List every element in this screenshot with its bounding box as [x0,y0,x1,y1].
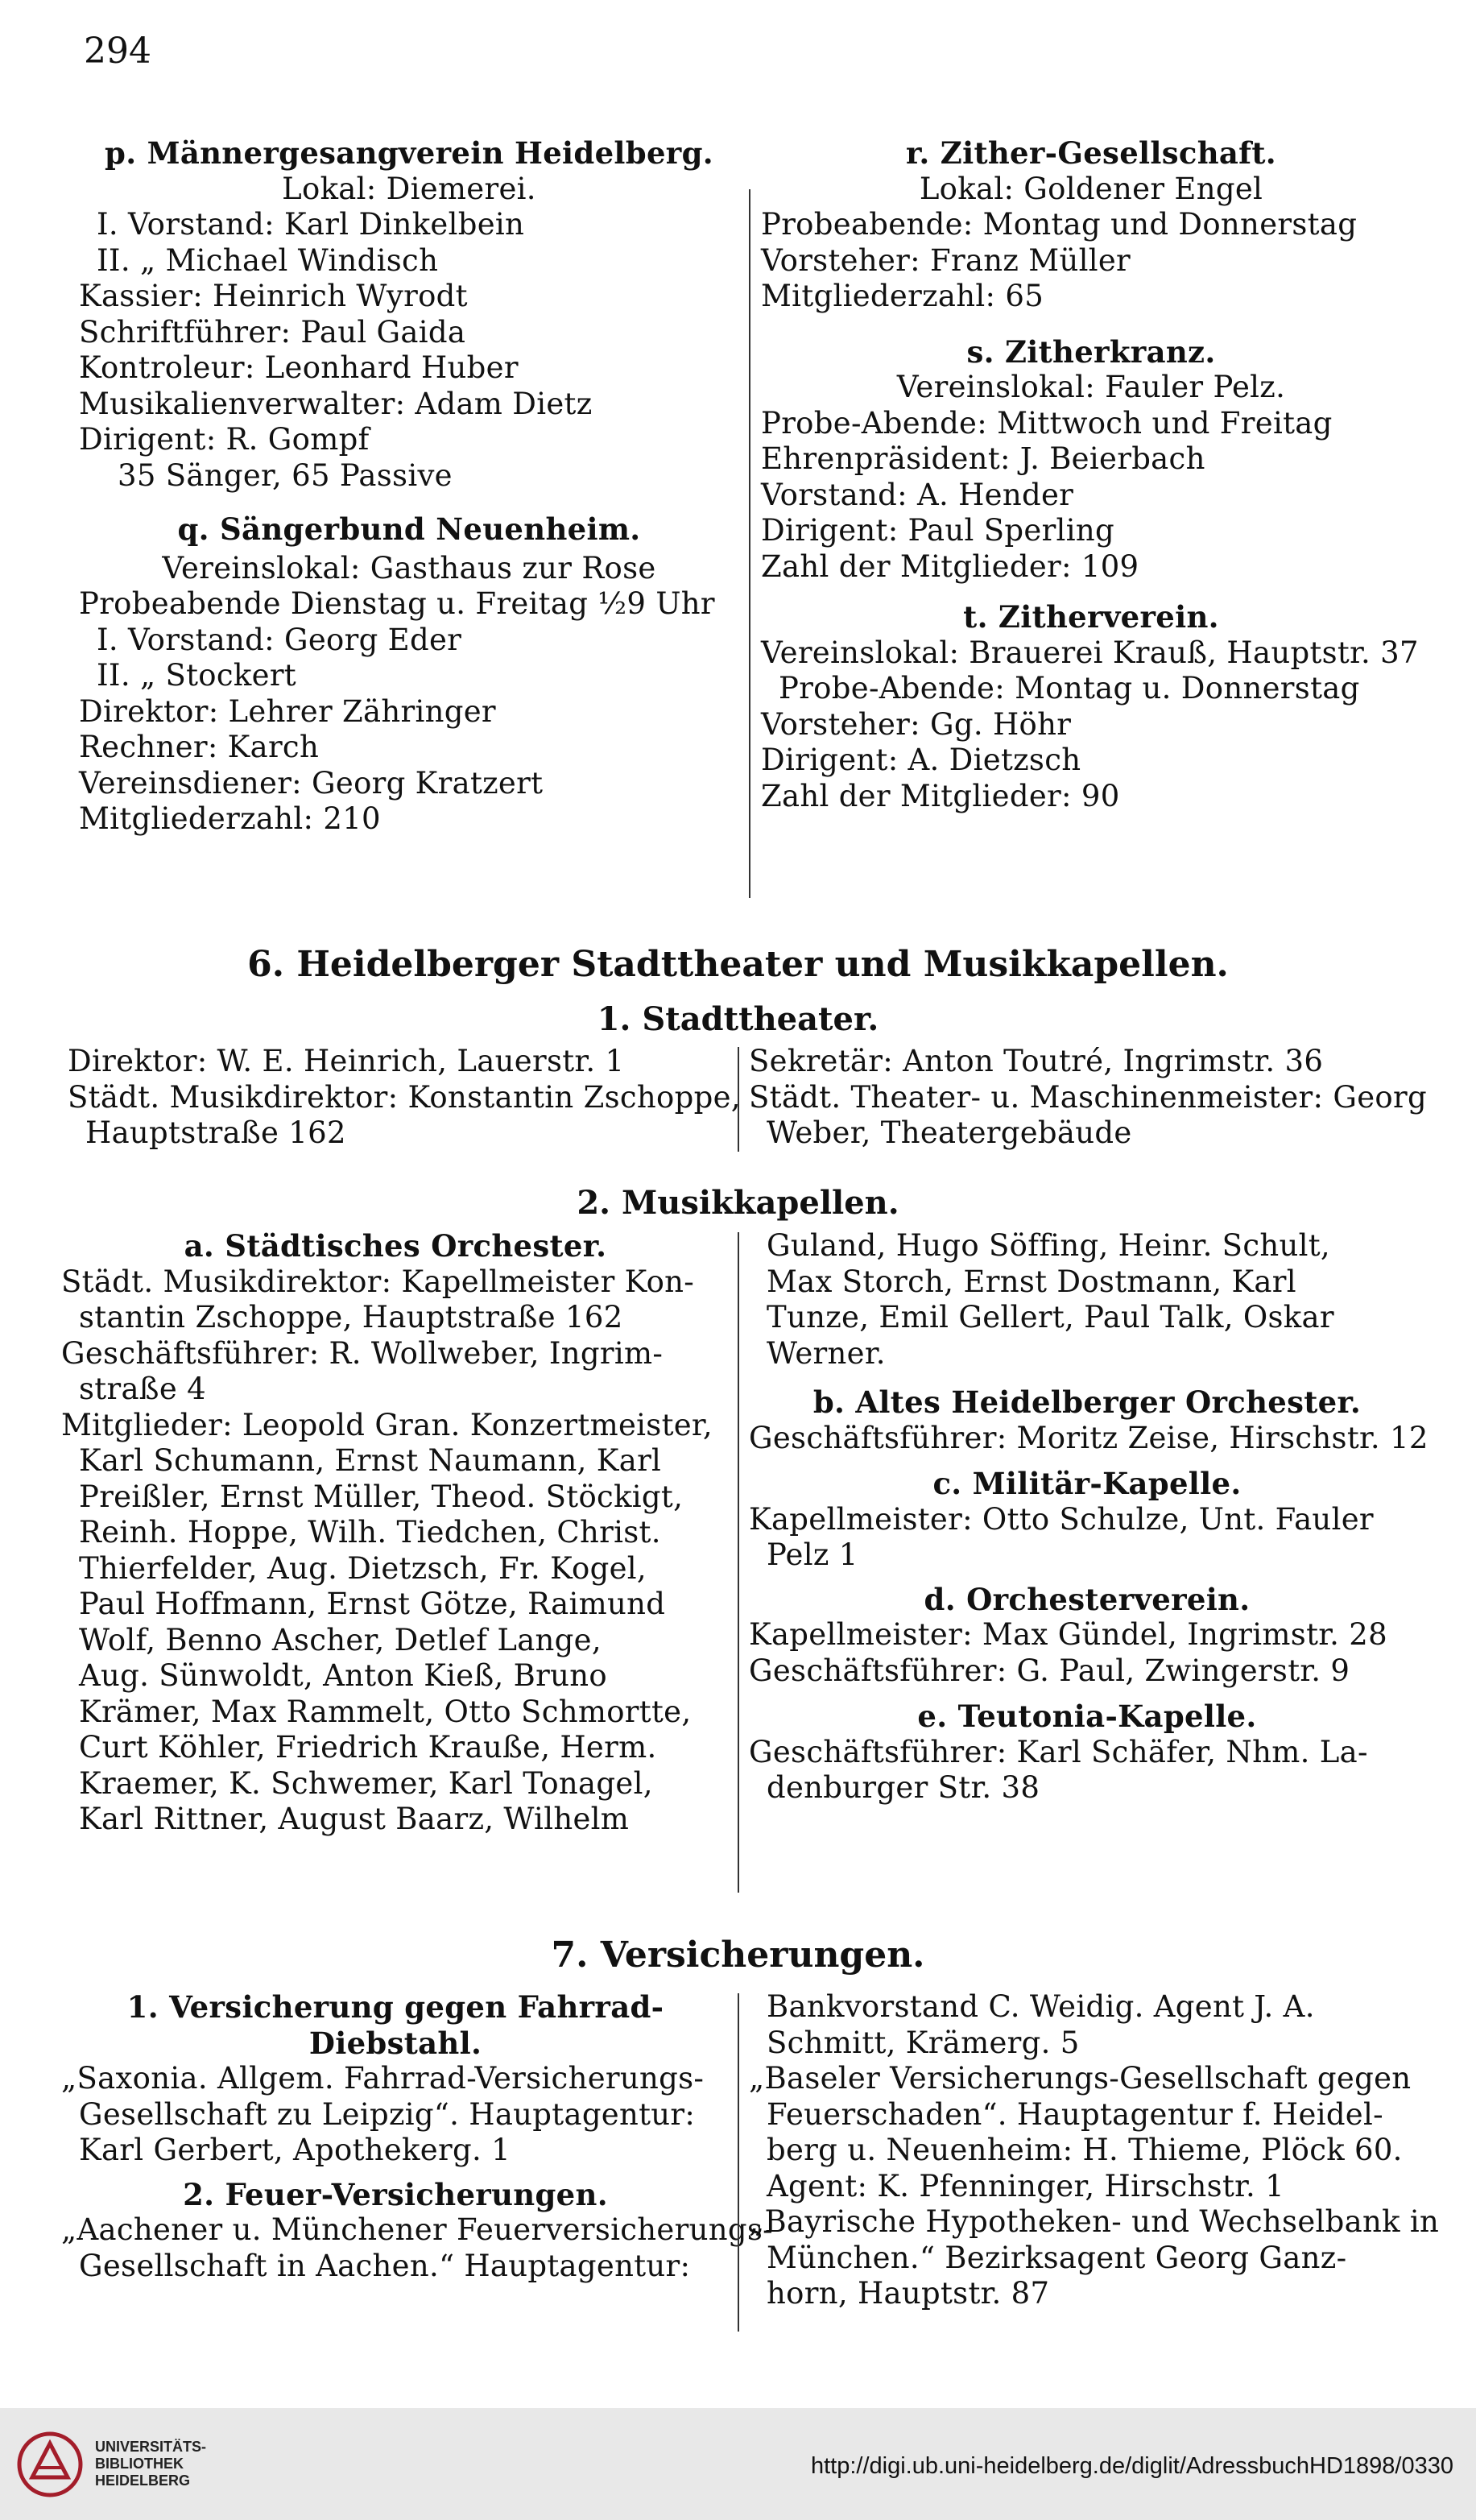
text-line: Krämer, Max Rammelt, Otto Schmortte, [79,1694,692,1729]
logo-line: HEIDELBERG [95,2472,191,2489]
section-7-title: 7. Versicherungen. [551,1934,925,1976]
text-line: Thierfelder, Aug. Dietzsch, Fr. Kogel, [79,1550,647,1586]
text-line: Feuerschaden“. Hauptagentur f. Heidel- [767,2096,1383,2132]
text-line: Pelz 1 [767,1537,858,1572]
subsection-stadttheater: 1. Stadttheater. [597,1000,879,1038]
text-line: Weber, Theatergebäude [767,1115,1132,1150]
text-line: Tunze, Emil Gellert, Paul Talk, Oskar [767,1300,1334,1334]
entry-heading: e. Teutonia-Kapelle. [917,1699,1257,1734]
text-line: Vereinsdiener: Georg Kratzert [79,765,544,801]
text-line: Preißler, Ernst Müller, Theod. Stöckigt, [79,1479,684,1514]
source-url-link[interactable]: http://digi.ub.uni-heidelberg.de/diglit/AdressbuchHD1898/0330 [810,2453,1453,2479]
text-line: Vereinslokal: Gasthaus zur Rose [162,550,656,586]
page-number: 294 [84,31,151,72]
text-line: Agent: K. Pfenninger, Hirschstr. 1 [767,2168,1284,2203]
text-line: „Bayrische Hypotheken- und Wechselbank in [749,2204,1440,2239]
entry-heading: a. Städtisches Orchester. [184,1228,607,1264]
text-line: stantin Zschoppe, Hauptstraße 162 [79,1300,623,1334]
theater-left-column [68,1044,741,1152]
entry-heading: p. Männergesangverein Heidelberg. [105,135,713,171]
text-line: Guland, Hugo Söffing, Heinr. Schult, [767,1228,1330,1263]
section-6-title: 6. Heidelberger Stadttheater und Musikkapellen. [247,944,1229,985]
column-divider [738,1232,739,1893]
text-line: Städt. Theater- u. Maschinenmeister: Georg [749,1079,1427,1115]
text-line: Städt. Musikdirektor: Kapellmeister Kon- [61,1264,695,1299]
text-line: II. „ Stockert [97,658,296,693]
text-line: Direktor: Lehrer Zähringer [79,693,496,729]
text-line: „Saxonia. Allgem. Fahrrad-Versicherungs- [61,2061,705,2096]
text-line: Mitglieder: Leopold Gran. Konzertmeister, [61,1407,713,1442]
text-line: Dirigent: A. Dietzsch [761,743,1081,777]
text-line: Rechner: Karch [79,730,320,764]
text-line: Vorsteher: Franz Müller [761,242,1131,278]
text-line: Gesellschaft zu Leipzig“. Hauptagentur: [79,2096,696,2132]
text-line: Probeabende Dienstag u. Freitag ½9 Uhr [79,586,715,621]
text-line: Kraemer, K. Schwemer, Karl Tonagel, [79,1765,653,1801]
entry-heading: c. Militär-Kapelle. [932,1466,1242,1501]
text-line: Geschäftsführer: Karl Schäfer, Nhm. La- [749,1734,1368,1769]
text-line: Reinh. Hoppe, Wilh. Tiedchen, Christ. [79,1515,661,1550]
column-divider [749,189,750,898]
library-logo-text [95,2439,206,2489]
text-line: Ehrenpräsident: J. Beierbach [761,441,1205,476]
text-line: Probeabende: Montag und Donnerstag [761,207,1358,242]
footer-bar [0,2408,1476,2520]
text-line: denburger Str. 38 [767,1770,1040,1805]
text-line: Geschäftsführer: G. Paul, Zwingerstr. 9 [749,1653,1350,1688]
text-line: horn, Hauptstr. 87 [767,2276,1050,2311]
text-line: Lokal: Goldener Engel [919,171,1263,206]
kapellen-left-column [61,1228,730,1838]
text-line: Bankvorstand C. Weidig. Agent J. A. [767,1989,1315,2024]
text-line: Karl Rittner, August Baarz, Wilhelm [79,1802,630,1836]
text-line: Musikalienverwalter: Adam Dietz [79,386,593,421]
column-divider [738,1047,739,1152]
text-line: Kassier: Heinrich Wyrodt [79,279,468,313]
entry-heading: b. Altes Heidelberger Orchester. [812,1384,1362,1420]
text-line: berg u. Neuenheim: H. Thieme, Plöck 60. [767,2133,1403,2167]
versicherungen-right-column [749,1989,1440,2312]
column-divider [738,1993,739,2332]
versicherungen-left-column [61,1989,773,2284]
logo-line: UNIVERSITÄTS- [95,2439,207,2455]
text-line: I. Vorstand: Georg Eder [97,622,462,657]
entry-heading: s. Zitherkranz. [966,333,1216,370]
text-line: Mitgliederzahl: 65 [761,279,1044,313]
text-line: Vorsteher: Gg. Höhr [761,706,1072,742]
text-line: Vereinslokal: Brauerei Krauß, Hauptstr. 37 [761,635,1419,670]
text-line: II. „ Michael Windisch [97,242,439,278]
text-line: München.“ Bezirksagent Georg Ganz- [767,2240,1347,2275]
right-column-top [761,135,1421,814]
text-line: Curt Köhler, Friedrich Krauße, Herm. [79,1730,657,1765]
university-seal-icon [14,2429,85,2500]
subsection-musikkapellen: 2. Musikkapellen. [577,1184,899,1222]
text-line: I. Vorstand: Karl Dinkelbein [97,207,525,242]
entry-heading: r. Zither-Gesellschaft. [906,135,1276,171]
theater-right-column [749,1044,1425,1152]
text-line: Probe-Abende: Montag u. Donnerstag [779,671,1360,706]
text-line: 35 Sänger, 65 Passive [118,457,453,493]
text-line: Direktor: W. E. Heinrich, Lauerstr. 1 [68,1044,625,1078]
text-line: Kapellmeister: Otto Schulze, Unt. Fauler [749,1501,1374,1537]
text-line: Schriftführer: Paul Gaida [79,314,466,350]
entry-heading: Diebstahl. [308,2025,482,2061]
entry-heading: 2. Feuer-Versicherungen. [183,2176,608,2212]
text-line: Dirigent: R. Gompf [79,422,370,457]
text-line: Geschäftsführer: Moritz Zeise, Hirschstr. 12 [749,1420,1428,1455]
text-line: Schmitt, Krämerg. 5 [767,2025,1080,2060]
text-line: Sekretär: Anton Toutré, Ingrimstr. 36 [749,1044,1324,1078]
text-line: Probe-Abende: Mittwoch und Freitag [761,405,1333,441]
text-line: Wolf, Benno Ascher, Detlef Lange, [79,1622,602,1657]
text-line: Gesellschaft in Aachen.“ Hauptagentur: [79,2248,691,2283]
text-line: Zahl der Mitglieder: 109 [761,548,1139,584]
text-line: Karl Gerbert, Apothekerg. 1 [79,2133,511,2167]
text-line: Max Storch, Ernst Dostmann, Karl [767,1264,1296,1299]
entry-heading: q. Sängerbund Neuenheim. [177,511,641,547]
text-line: Kapellmeister: Max Gündel, Ingrimstr. 28 [749,1617,1387,1652]
text-line: Mitgliederzahl: 210 [79,801,381,836]
text-line: „Aachener u. Münchener Feuerversicherungs- [61,2212,773,2247]
left-column-top [79,135,739,838]
text-line: „Baseler Versicherungs-Gesellschaft gegen [749,2061,1412,2096]
text-line: Werner. [767,1335,886,1371]
text-line: Städt. Musikdirektor: Konstantin Zschoppe, [68,1079,741,1115]
text-line: straße 4 [79,1372,206,1406]
text-line: Kontroleur: Leonhard Huber [79,350,519,385]
entry-heading: t. Zitherverein. [963,599,1219,635]
text-line: Aug. Sünwoldt, Anton Kieß, Bruno [79,1658,607,1693]
text-line: Karl Schumann, Ernst Naumann, Karl [79,1443,662,1478]
text-line: Dirigent: Paul Sperling [761,513,1114,548]
text-line: Geschäftsführer: R. Wollweber, Ingrim- [61,1335,664,1371]
logo-line: BIBLIOTHEK [95,2456,184,2472]
entry-heading: 1. Versicherung gegen Fahrrad- [126,1989,664,2025]
text-line: Vereinslokal: Fauler Pelz. [896,370,1286,404]
kapellen-right-column [749,1228,1428,1806]
entry-heading: d. Orchesterverein. [924,1581,1251,1617]
text-line: Zahl der Mitglieder: 90 [761,778,1120,813]
text-line: Hauptstraße 162 [85,1115,346,1150]
text-line: Lokal: Diemerei. [282,171,536,206]
text-line: Paul Hoffmann, Ernst Götze, Raimund [79,1587,666,1621]
text-line: Vorstand: A. Hender [761,477,1074,512]
